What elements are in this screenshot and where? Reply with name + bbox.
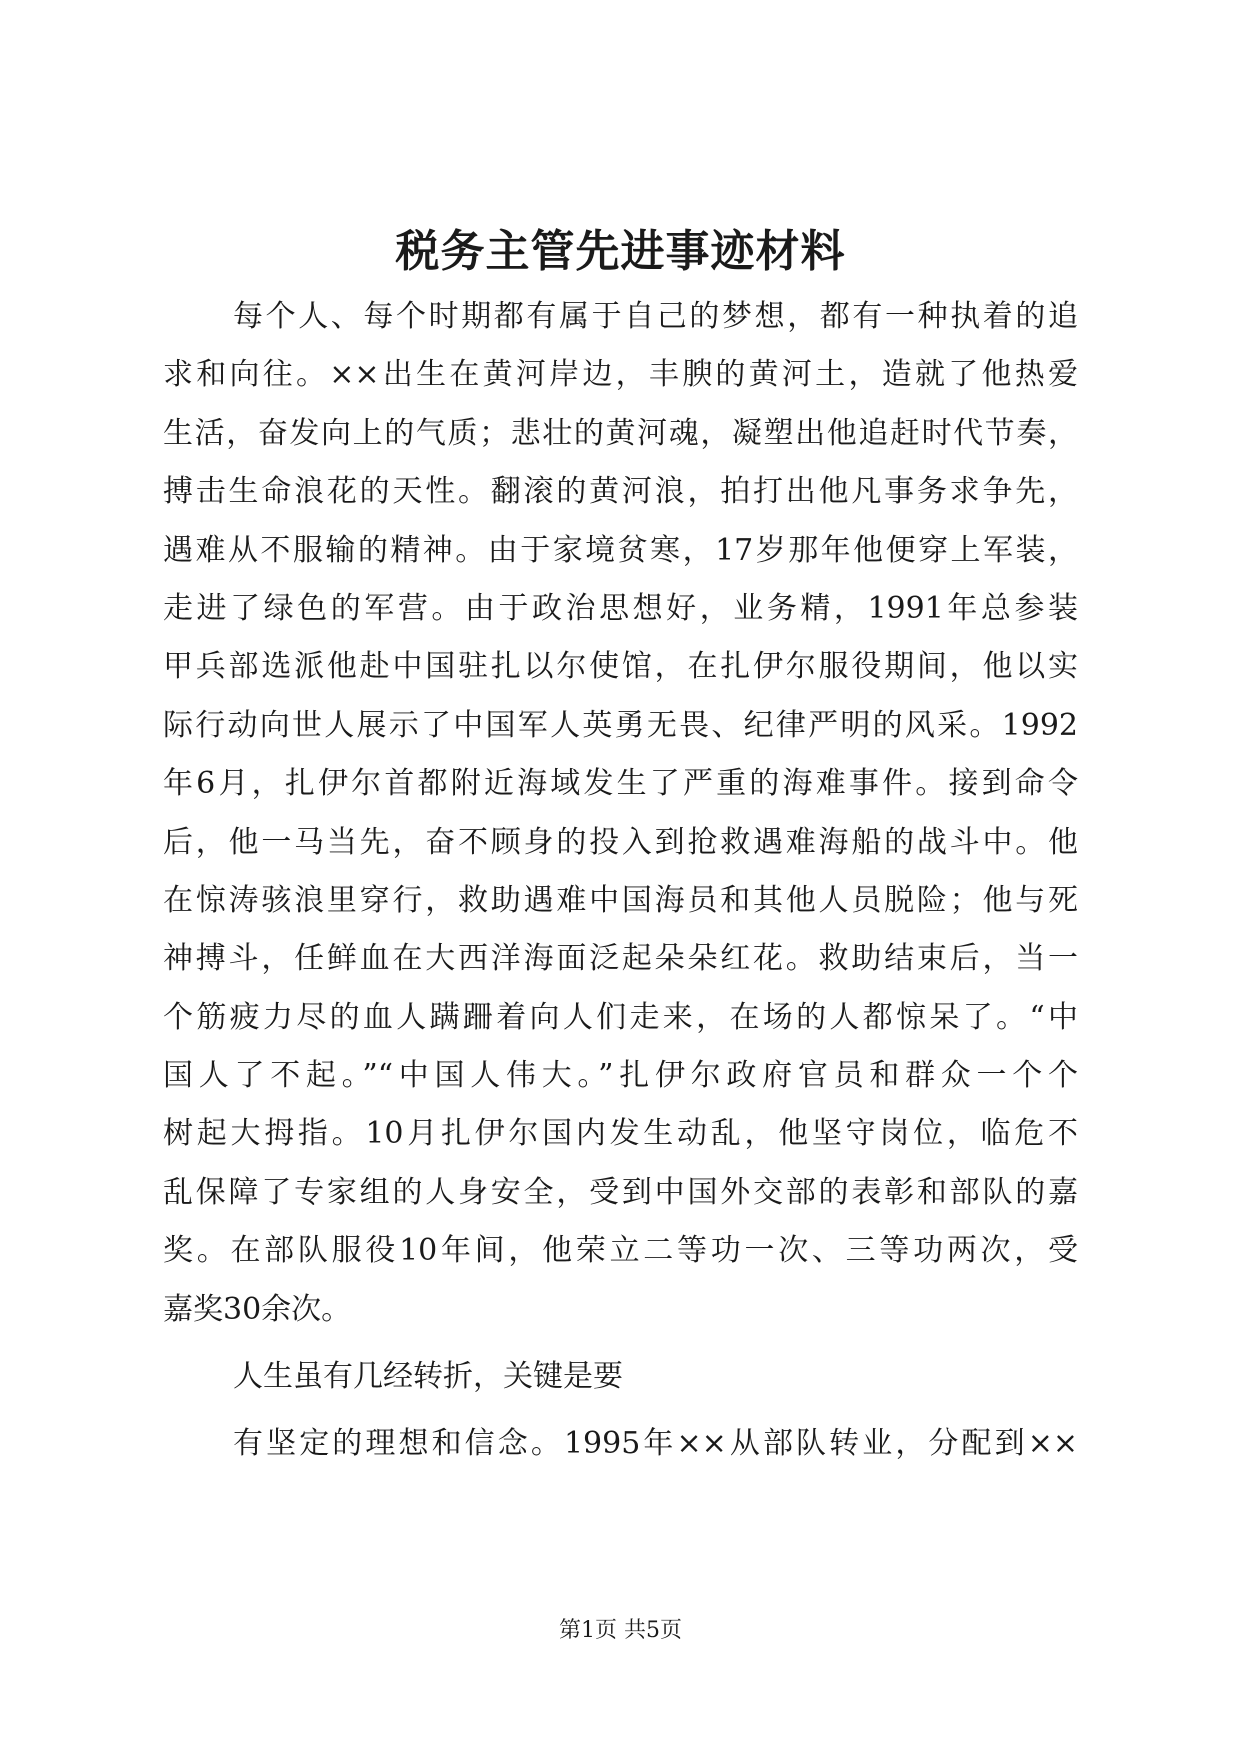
body-line: 搏击生命浪花的天性。翻滚的黄河浪，拍打出他凡事务求争先，: [163, 474, 1078, 510]
body-line: 树起大拇指。10月扎伊尔国内发生动乱，他坚守岗位，临危不: [163, 1116, 1078, 1152]
document-body: [163, 288, 1078, 1474]
body-line: 乱保障了专家组的人身安全，受到中国外交部的表彰和部队的嘉: [163, 1174, 1078, 1210]
body-line: 个筋疲力尽的血人蹒跚着向人们走来，在场的人都惊呆了。“中: [163, 999, 1078, 1035]
body-line: 生活，奋发向上的气质；悲壮的黄河魂，凝塑出他追赶时代节奏，: [163, 415, 1078, 451]
body-line: 有坚定的理想和信念。1995年××从部队转业，分配到××: [233, 1426, 1078, 1462]
body-line: 遇难从不服输的精神。由于家境贫寒，17岁那年他便穿上军装，: [163, 532, 1078, 568]
body-line: 神搏斗，任鲜血在大西洋海面泛起朵朵红花。救助结束后，当一: [163, 941, 1078, 977]
body-line: 年6月，扎伊尔首都附近海域发生了严重的海难事件。接到命令: [163, 766, 1078, 802]
body-line: 每个人、每个时期都有属于自己的梦想，都有一种执着的追: [233, 299, 1078, 334]
body-line: 甲兵部选派他赴中国驻扎以尔使馆，在扎伊尔服役期间，他以实: [163, 649, 1078, 685]
page-number-footer: 第1页 共5页: [559, 1618, 682, 1643]
body-line: 求和向往。××出生在黄河岸边，丰腴的黄河土，造就了他热爱: [163, 357, 1078, 393]
body-line: 国人了不起。”“中国人伟大。”扎伊尔政府官员和群众一个个: [163, 1058, 1078, 1094]
body-line: 际行动向世人展示了中国军人英勇无畏、纪律严明的风采。1992: [163, 707, 1078, 743]
body-line: 奖。在部队服役10年间，他荣立二等功一次、三等功两次，受: [163, 1233, 1078, 1269]
body-line: 后，他一马当先，奋不顾身的投入到抢救遇难海船的战斗中。他: [163, 824, 1078, 860]
body-line: 走进了绿色的军营。由于政治思想好，业务精，1991年总参装: [163, 590, 1078, 626]
body-line: 嘉奖30余次。: [163, 1291, 352, 1327]
document-title: 税务主管先进事迹材料: [395, 226, 846, 277]
body-line: 在惊涛骇浪里穿行，救助遇难中国海员和其他人员脱险；他与死: [163, 882, 1078, 918]
body-line: 人生虽有几经转折，关键是要: [233, 1359, 623, 1395]
